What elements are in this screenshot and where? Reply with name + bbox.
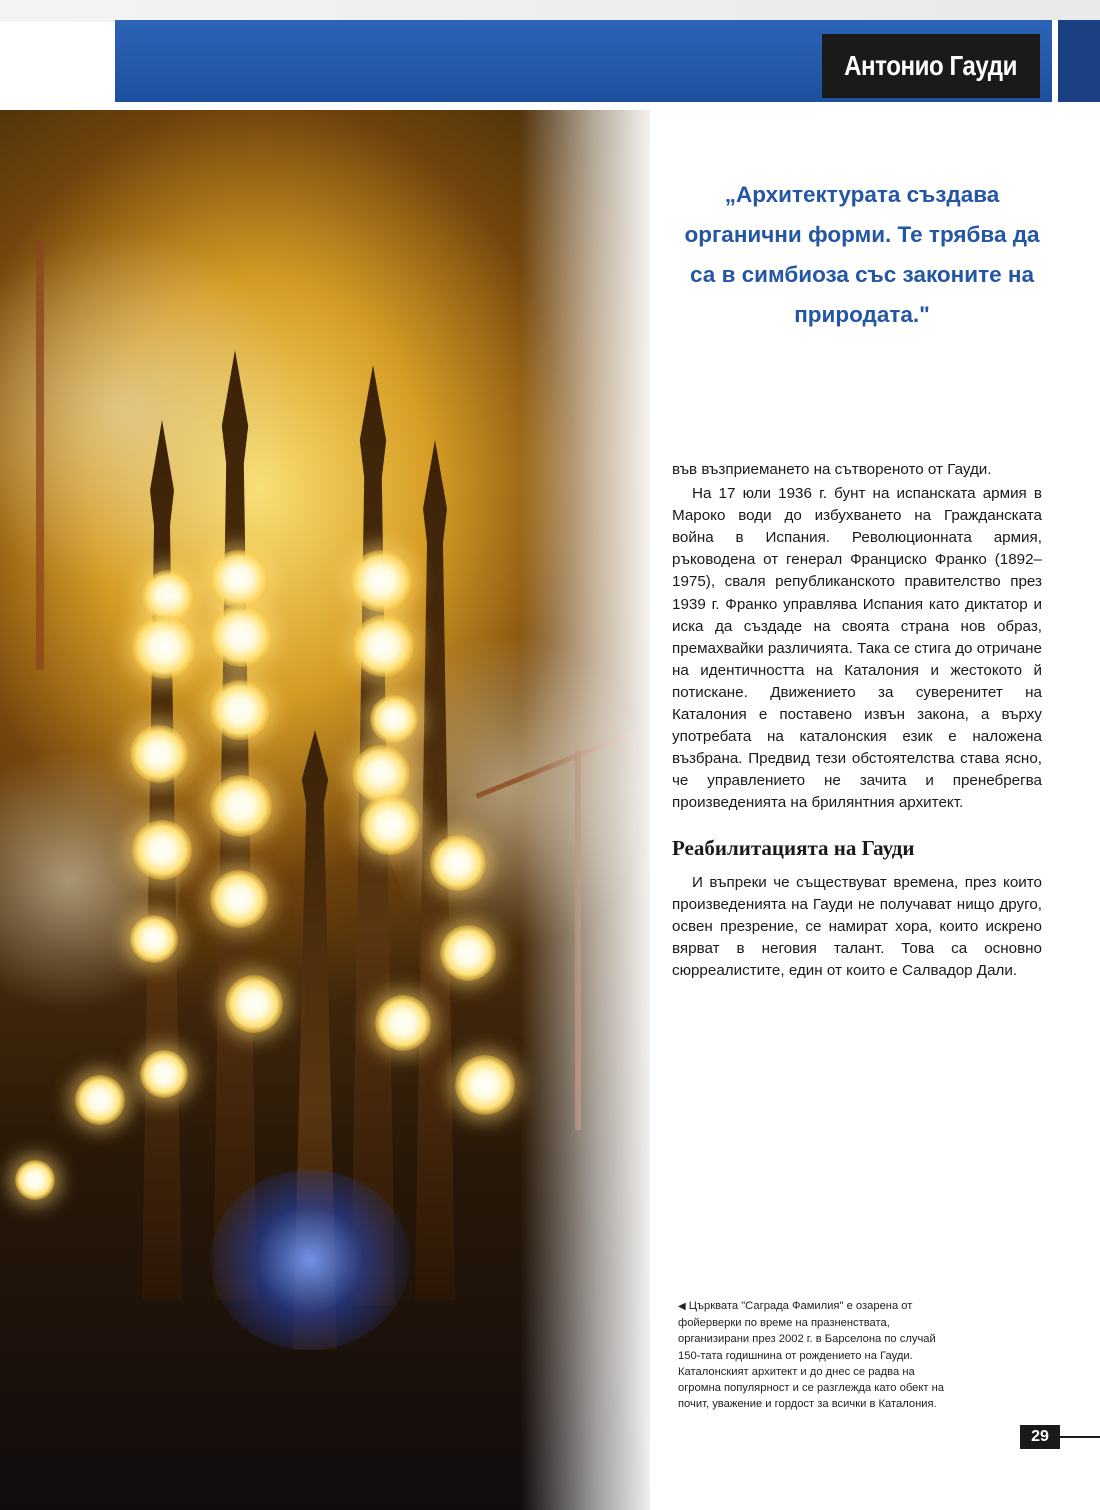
firework-burst [142, 570, 194, 622]
firework-burst [130, 915, 178, 963]
firework-burst [15, 1160, 55, 1200]
article-body [672, 459, 1042, 815]
section-heading: Реабилитацията на Гауди [672, 836, 915, 860]
firework-burst [75, 1075, 125, 1125]
firework-burst [225, 975, 283, 1033]
firework-burst [370, 695, 418, 743]
section-body [672, 872, 1042, 982]
page-title: Антонио Гауди [844, 50, 1018, 81]
smoke-cloud [0, 230, 300, 590]
page-top-band [0, 0, 1100, 22]
page-number: 29 [1020, 1425, 1060, 1449]
firework-burst [210, 680, 270, 740]
page-number-rule [1060, 1436, 1100, 1438]
firework-burst [210, 775, 272, 837]
quote-line: природата." [794, 302, 930, 327]
firework-burst [360, 795, 420, 855]
paragraph: На 17 юли 1936 г. бунт на испанската армия в Мароко води до избухването на Гражданската война в Испания. Революционната армия, ръководена от генерал Франциско Франко (1892–1975), сваля републиканското правителство през 1939 г. Франко управлява Испания като диктатор и иска да създаде на своята страна нов образ, премахвайки различията. Така се стига до отричане на идентичността на Каталония и жестокото й потискане. Движението за суверенитет на Каталония е поставено извън закона, а върху употребата на каталонския език е наложена възбрана. Предвид тези обстоятелства става ясно, че управлението не зачита и пренебрегва произведенията на брилянтния архитект. [672, 485, 1042, 812]
firework-burst [130, 725, 188, 783]
firework-burst [352, 615, 414, 677]
photo-caption [678, 1298, 958, 1412]
firework-burst [210, 605, 272, 667]
paragraph: във възприемането на сътвореното от Гауди. [672, 461, 992, 478]
sagrada-familia-photo [0, 110, 650, 1510]
header-dark-block [1058, 20, 1100, 102]
firework-burst [455, 1055, 515, 1115]
caption-text: Църквата "Саграда Фамилия" е озарена от фойерверки по време на празненствата, организирани през 2002 г. в Барселона по случай 150-тата годишнина от рождението на Гауди. Каталонският архитект и до днес се радва на огромна популярност и се разглежда като обект на почит, уважение и гордост за всички в Каталония. [678, 1300, 945, 1411]
firework-burst [210, 870, 268, 928]
header-title-box [822, 34, 1040, 98]
crane-left [36, 240, 44, 670]
pull-quote [672, 175, 1052, 335]
paragraph: И въпреки че съществуват времена, през които произведенията на Гауди не получават нищо друго, освен презрение, се намират хора, които искрено вярват в неговия талант. Това са основно сюрреалистите, един от които е Салвадор Дали. [672, 874, 1042, 980]
firework-burst [375, 995, 431, 1051]
firework-burst [352, 745, 410, 803]
portal-blue-light [210, 1170, 410, 1350]
firework-burst [350, 550, 412, 612]
firework-burst [132, 820, 192, 880]
firework-burst [440, 925, 496, 981]
caret-left-icon: ◀ [678, 1301, 686, 1312]
firework-burst [132, 615, 196, 679]
firework-burst [140, 1050, 188, 1098]
quote-line: „Архитектурата създава [724, 182, 1000, 207]
quote-line: са в симбиоза със законите на [690, 262, 1034, 287]
firework-burst [210, 550, 268, 608]
quote-line: органични форми. Те трябва да [684, 222, 1040, 247]
photo-fade-edge [520, 110, 650, 1510]
firework-burst [430, 835, 486, 891]
